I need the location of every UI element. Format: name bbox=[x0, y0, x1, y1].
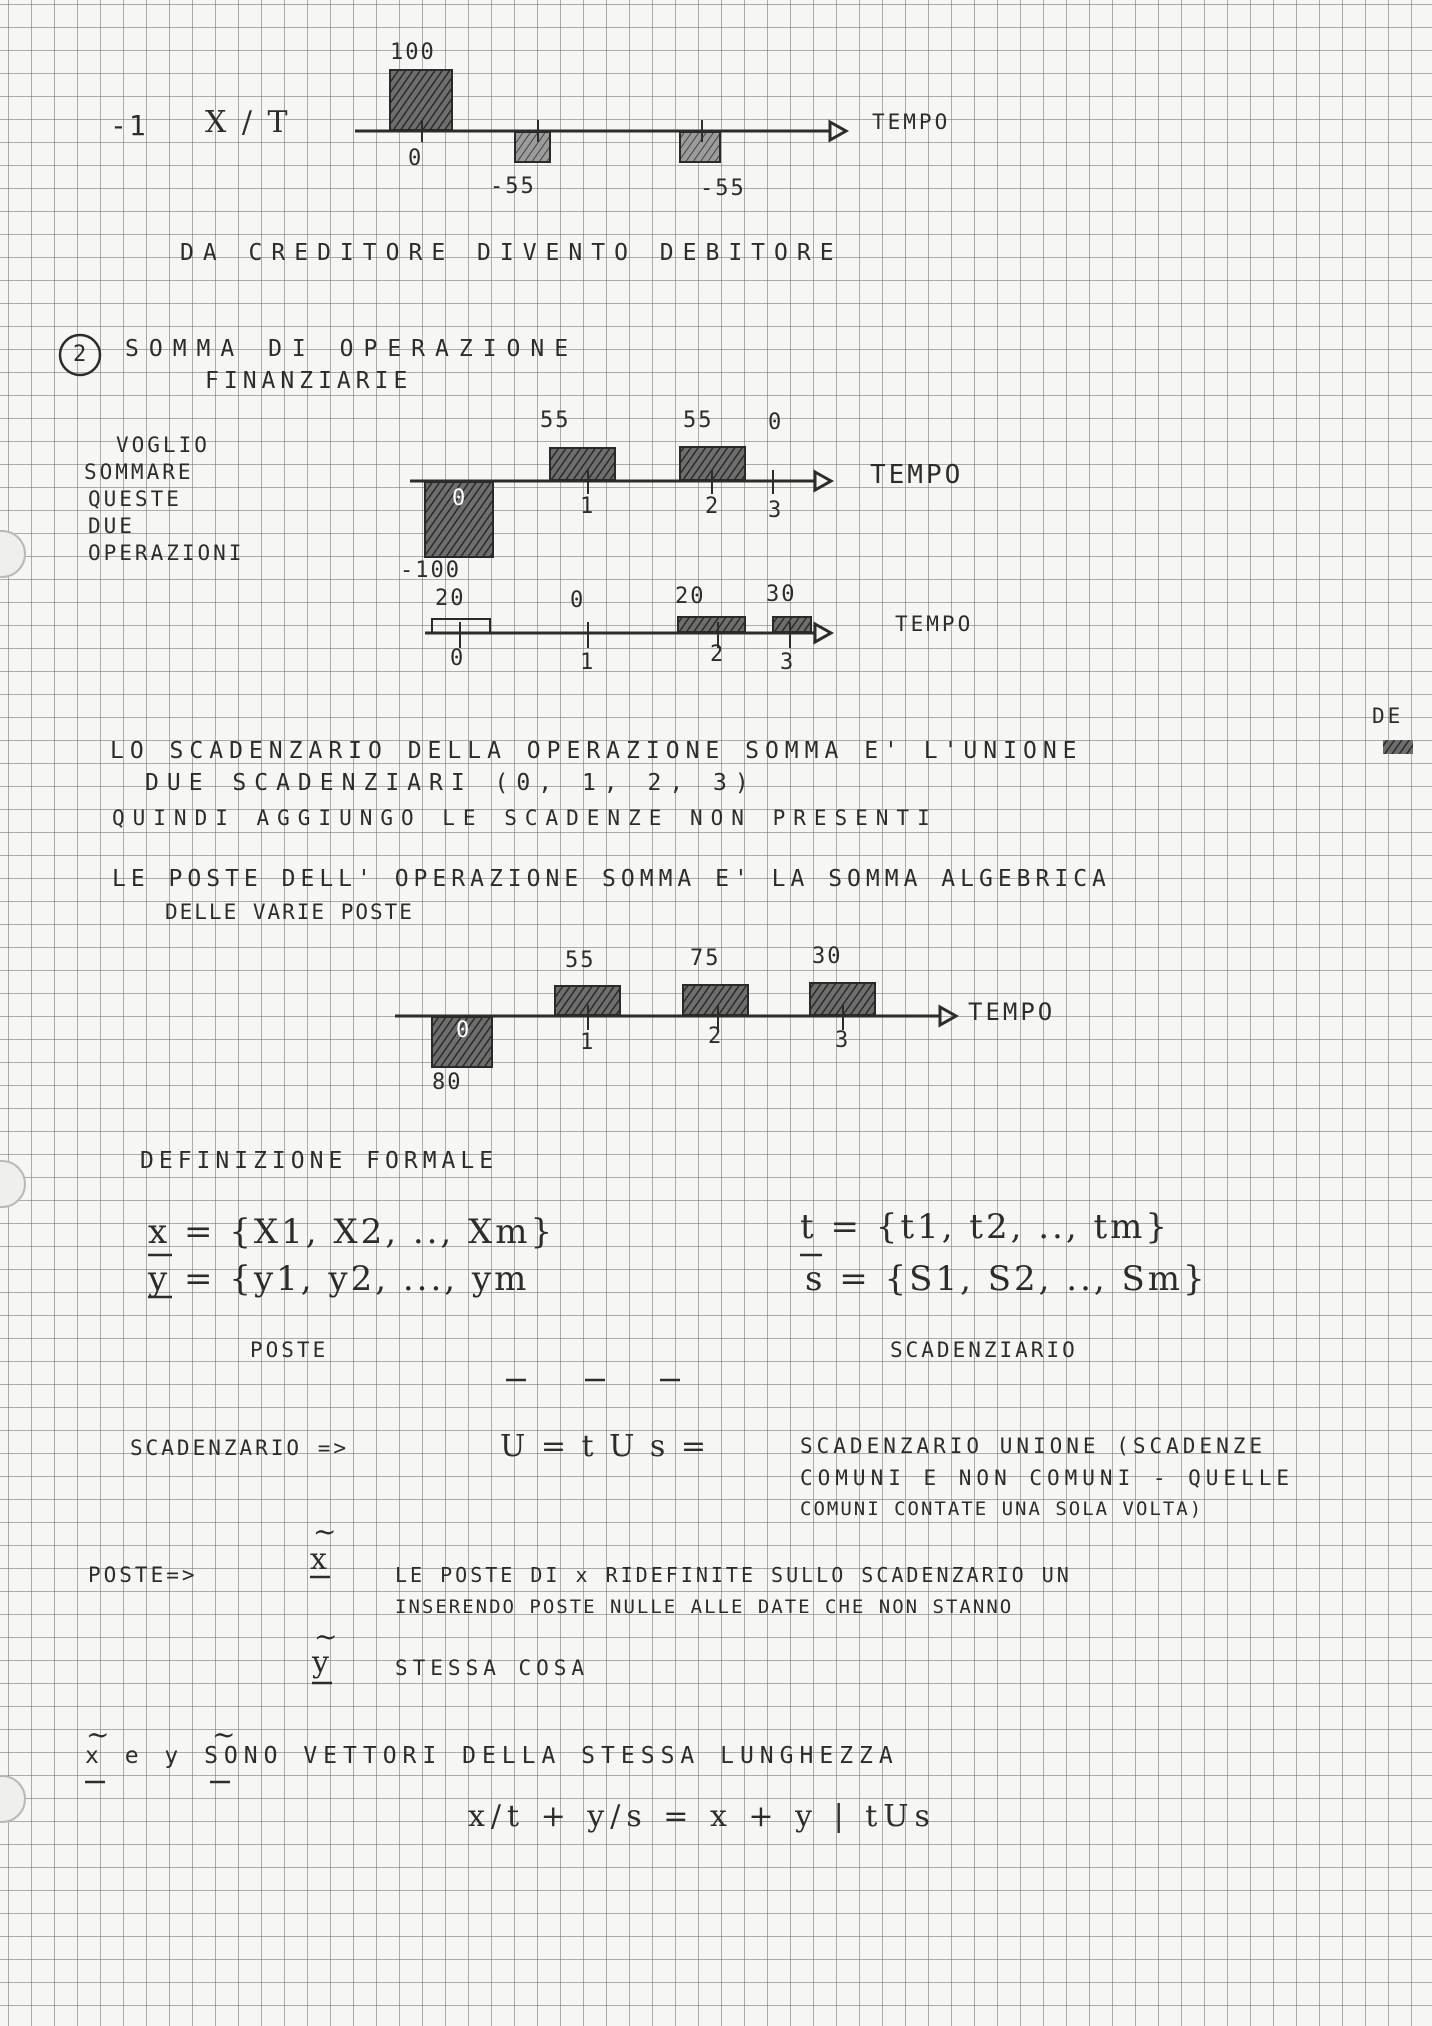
section-title-line2: FINANZIARIE bbox=[205, 368, 413, 394]
diagram3-tick-3: 3 bbox=[780, 650, 796, 675]
side-note-line: DUE bbox=[88, 514, 135, 538]
scadenzario-prefix: SCADENZARIO => bbox=[130, 1436, 350, 1460]
timeline-3 bbox=[425, 617, 831, 648]
bar-positive-30 bbox=[773, 617, 811, 632]
diagram1-top-value: 100 bbox=[390, 40, 436, 65]
diagram2-tick-3: 3 bbox=[768, 498, 784, 523]
scribble-mark bbox=[1383, 740, 1413, 754]
diagram4-top-0: 55 bbox=[565, 948, 596, 973]
bar-positive-75 bbox=[683, 985, 748, 1015]
diagram1-prefix: -1 bbox=[110, 109, 148, 142]
section-number: 2 bbox=[73, 342, 89, 367]
timeline-4 bbox=[395, 983, 956, 1067]
diagram2-tick-1: 1 bbox=[580, 494, 596, 519]
tilde-mark: ~ bbox=[313, 1515, 337, 1548]
diagram4-axis-label: TEMPO bbox=[968, 998, 1056, 1026]
poste-desc1: LE POSTE DI x RIDEFINITE SULLO SCADENZARIO UN bbox=[395, 1563, 1072, 1587]
diagram2-top-1: 55 bbox=[683, 408, 714, 433]
poste-prefix: POSTE=> bbox=[88, 1563, 198, 1587]
diagram1-tick-2: -55 bbox=[700, 176, 746, 201]
scadenziario-label: SCADENZIARIO bbox=[890, 1338, 1078, 1362]
poste-same: STESSA COSA bbox=[395, 1656, 590, 1680]
diagram4-tick-1: 1 bbox=[580, 1030, 596, 1055]
diagram1-operation: X / T bbox=[205, 105, 291, 140]
vectors-final-formula: x/t + y/s = x + y | tUs bbox=[468, 1799, 936, 1834]
diagram4-top-1: 75 bbox=[690, 946, 721, 971]
diagram3-top-0: 20 bbox=[435, 586, 466, 611]
bar-positive-55 bbox=[550, 448, 615, 480]
para1-line2: DUE SCADENZIARI (0, 1, 2, 3) bbox=[145, 770, 757, 796]
scadenzario-desc2: COMUNI E NON COMUNI - QUELLE bbox=[800, 1466, 1295, 1490]
diagram1-tick-1: -55 bbox=[490, 174, 536, 199]
side-note-line: QUESTE bbox=[88, 487, 182, 511]
diagram3-top-2: 20 bbox=[675, 584, 706, 609]
timeline-1 bbox=[355, 70, 846, 162]
s-equation: s = {S1, S2, .., Sm} bbox=[805, 1259, 1208, 1299]
bar-negative bbox=[515, 132, 550, 162]
diagram1-tick-0: 0 bbox=[408, 146, 424, 171]
diagram2-top-2: 0 bbox=[768, 410, 784, 435]
para2-line1: LE POSTE DELL' OPERAZIONE SOMMA E' LA SOMMA ALGEBRICA bbox=[112, 866, 1111, 892]
para1-margin-note: DE bbox=[1372, 704, 1404, 728]
diagram3-top-1: 0 bbox=[570, 588, 586, 613]
scadenzario-desc1: SCADENZARIO UNIONE (SCADENZE bbox=[800, 1434, 1267, 1458]
diagram4-tick-3: 3 bbox=[835, 1028, 851, 1053]
y-equation: y = {y1, y2, ..., ym bbox=[148, 1259, 530, 1299]
poste-y-symbol: y bbox=[312, 1645, 332, 1680]
side-note-line: OPERAZIONI bbox=[88, 541, 245, 565]
diagram4-tick-0: 0 bbox=[456, 1018, 472, 1043]
diagram2-axis-label: TEMPO bbox=[870, 460, 964, 490]
definition-heading: DEFINIZIONE FORMALE bbox=[140, 1148, 499, 1174]
tilde-mark: ~ bbox=[314, 1620, 338, 1653]
para1-line1: LO SCADENZARIO DELLA OPERAZIONE SOMMA E' L'UNIONE bbox=[110, 738, 1083, 764]
bar-positive-20 bbox=[678, 617, 745, 632]
diagram3-tick-1: 1 bbox=[580, 650, 596, 675]
diagram2-top-0: 55 bbox=[540, 408, 571, 433]
tilde-mark: ~ bbox=[212, 1718, 236, 1751]
vector-underlines bbox=[85, 1255, 822, 1782]
diagram4-tick-2: 2 bbox=[708, 1024, 724, 1049]
diagram2-tick-2: 2 bbox=[705, 494, 721, 519]
poste-desc2: INSERENDO POSTE NULLE ALLE DATE CHE NON STANNO bbox=[395, 1596, 1014, 1618]
diagram3-top-3: 30 bbox=[766, 582, 797, 607]
scadenzario-desc3: COMUNI CONTATE UNA SOLA VOLTA) bbox=[800, 1498, 1204, 1520]
poste-label: POSTE bbox=[250, 1338, 329, 1362]
diagram3-axis-label: TEMPO bbox=[895, 612, 974, 636]
para1-line3: QUINDI AGGIUNGO LE SCADENZE NON PRESENTI bbox=[112, 806, 938, 830]
scadenzario-formula: U = t U s = bbox=[500, 1429, 709, 1464]
para2-line2: DELLE VARIE POSTE bbox=[165, 900, 414, 924]
diagram4-bottom-value: 80 bbox=[432, 1070, 463, 1095]
diagram3-tick-2: 2 bbox=[710, 642, 726, 667]
side-note-line: SOMMARE bbox=[84, 460, 194, 484]
diagram4-top-2: 30 bbox=[812, 944, 843, 969]
diagram2-tick-0: 0 bbox=[452, 486, 468, 511]
diagram1-axis-label: TEMPO bbox=[872, 110, 951, 134]
diagram3-tick-0: 0 bbox=[450, 646, 466, 671]
tilde-mark: ~ bbox=[86, 1718, 110, 1751]
side-note-line: VOGLIO bbox=[116, 433, 210, 457]
diagram2-bottom-value: -100 bbox=[400, 558, 461, 583]
section-title-line1: SOMMA DI OPERAZIONE bbox=[125, 336, 579, 362]
bar-negative bbox=[680, 132, 720, 162]
poste-x-symbol: x bbox=[310, 1542, 330, 1577]
vectors-line: x e y SONO VETTORI DELLA STESSA LUNGHEZZA bbox=[85, 1743, 899, 1769]
x-equation: x = {X1, X2, .., Xm} bbox=[148, 1212, 556, 1252]
t-equation: t = {t1, t2, .., tm} bbox=[800, 1207, 1170, 1247]
side-note bbox=[84, 433, 245, 565]
creditor-line: DA CREDITORE DIVENTO DEBITORE bbox=[180, 240, 843, 266]
